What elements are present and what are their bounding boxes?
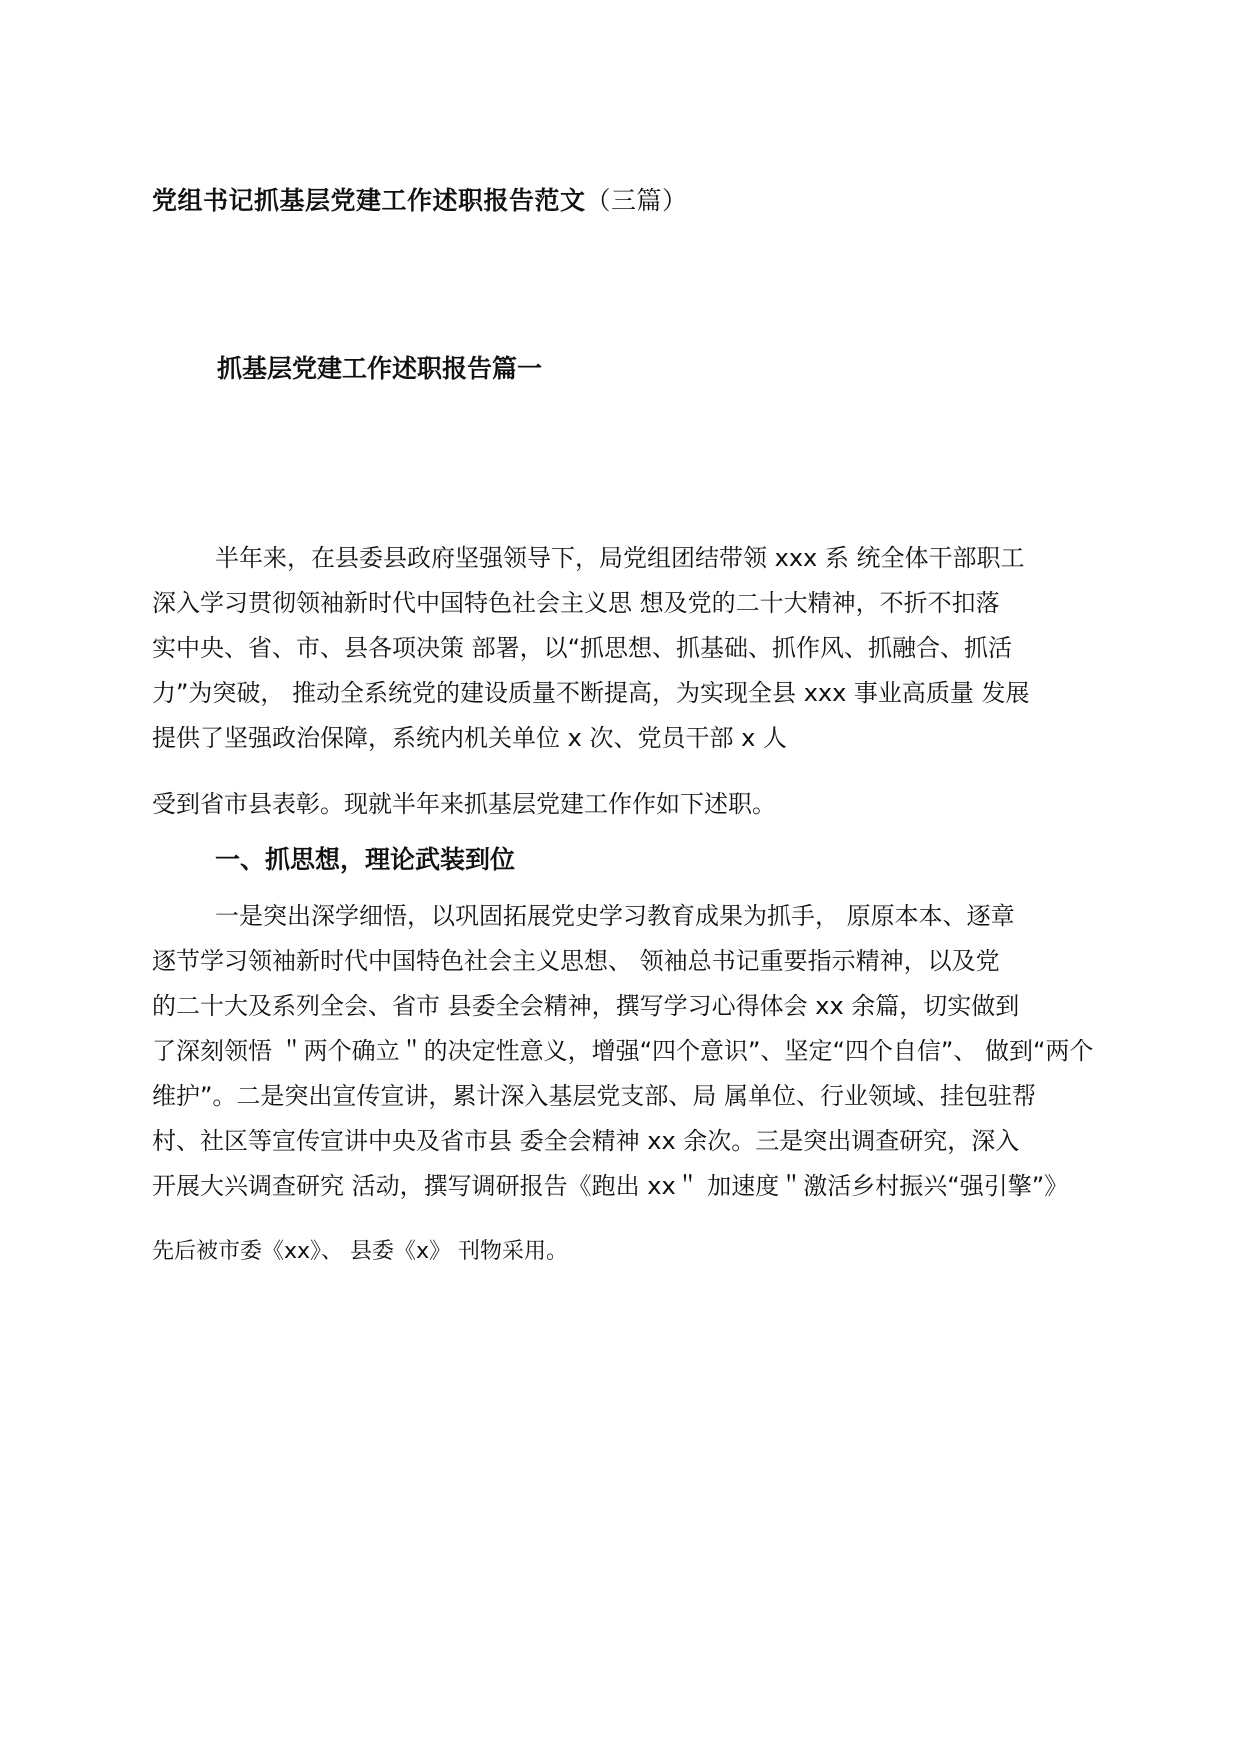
heading-1: 一、抓思想，理论武装到位 (215, 845, 516, 874)
document-title (152, 184, 688, 218)
paragraph-2-line: 了深刻领悟 ＂两个确立＂的决定性意义，增强“四个意识”、坚定“四个自信”、 做到“两个 (152, 1037, 1094, 1065)
paragraph-2-tail: 先后被市委《xx》、 县委《x》 刊物采用。 (152, 1239, 569, 1264)
paragraph-2-line: 开展大兴调查研究 活动，撰写调研报告《跑出 xx＂ 加速度＂激活乡村振兴“强引擎”》 (152, 1172, 1069, 1200)
paragraph-1-line: 实中央、省、市、县各项决策 部署，以“抓思想、抓基础、抓作风、抓融合、抓活 (152, 634, 1013, 662)
paragraph-1-line: 力”为突破， 推动全系统党的建设质量不断提高，为实现全县 xxx 事业高质量 发展 (152, 679, 1030, 707)
paragraph-1-line: 半年来，在县委县政府坚强领导下，局党组团结带领 xxx 系 统全体干部职工 (215, 544, 1025, 572)
paragraph-2-line: 逐节学习领袖新时代中国特色社会主义思想、 领袖总书记重要指示精神，以及党 (152, 947, 1000, 975)
paragraph-1-tail: 受到省市县表彰。现就半年来抓基层党建工作作如下述职。 (152, 790, 776, 818)
paragraph-1 (152, 536, 1092, 761)
paragraph-2-line: 的二十大及系列全会、省市 县委全会精神，撰写学习心得体会 xx 余篇，切实做到 (152, 992, 1020, 1020)
document-title-suffix: （三篇） (585, 186, 688, 215)
paragraph-1-line: 深入学习贯彻领袖新时代中国特色社会主义思 想及党的二十大精神，不折不扣落 (152, 589, 1000, 617)
paragraph-2-line: 维护”。二是突出宣传宣讲，累计深入基层党支部、局 属单位、行业领域、挂包驻帮 (152, 1082, 1037, 1110)
section-title: 抓基层党建工作述职报告篇一 (217, 354, 543, 383)
paragraph-2 (152, 894, 1092, 1209)
document-title-main: 党组书记抓基层党建工作述职报告范文 (152, 186, 586, 215)
paragraph-2-line: 一是突出深学细悟，以巩固拓展党史学习教育成果为抓手， 原原本本、逐章 (215, 902, 1015, 930)
paragraph-1-line: 提供了坚强政治保障，系统内机关单位 x 次、党员干部 x 人 (152, 724, 787, 752)
paragraph-2-line: 村、社区等宣传宣讲中央及省市县 委全会精神 xx 余次。三是突出调查研究，深入 (152, 1127, 1020, 1155)
